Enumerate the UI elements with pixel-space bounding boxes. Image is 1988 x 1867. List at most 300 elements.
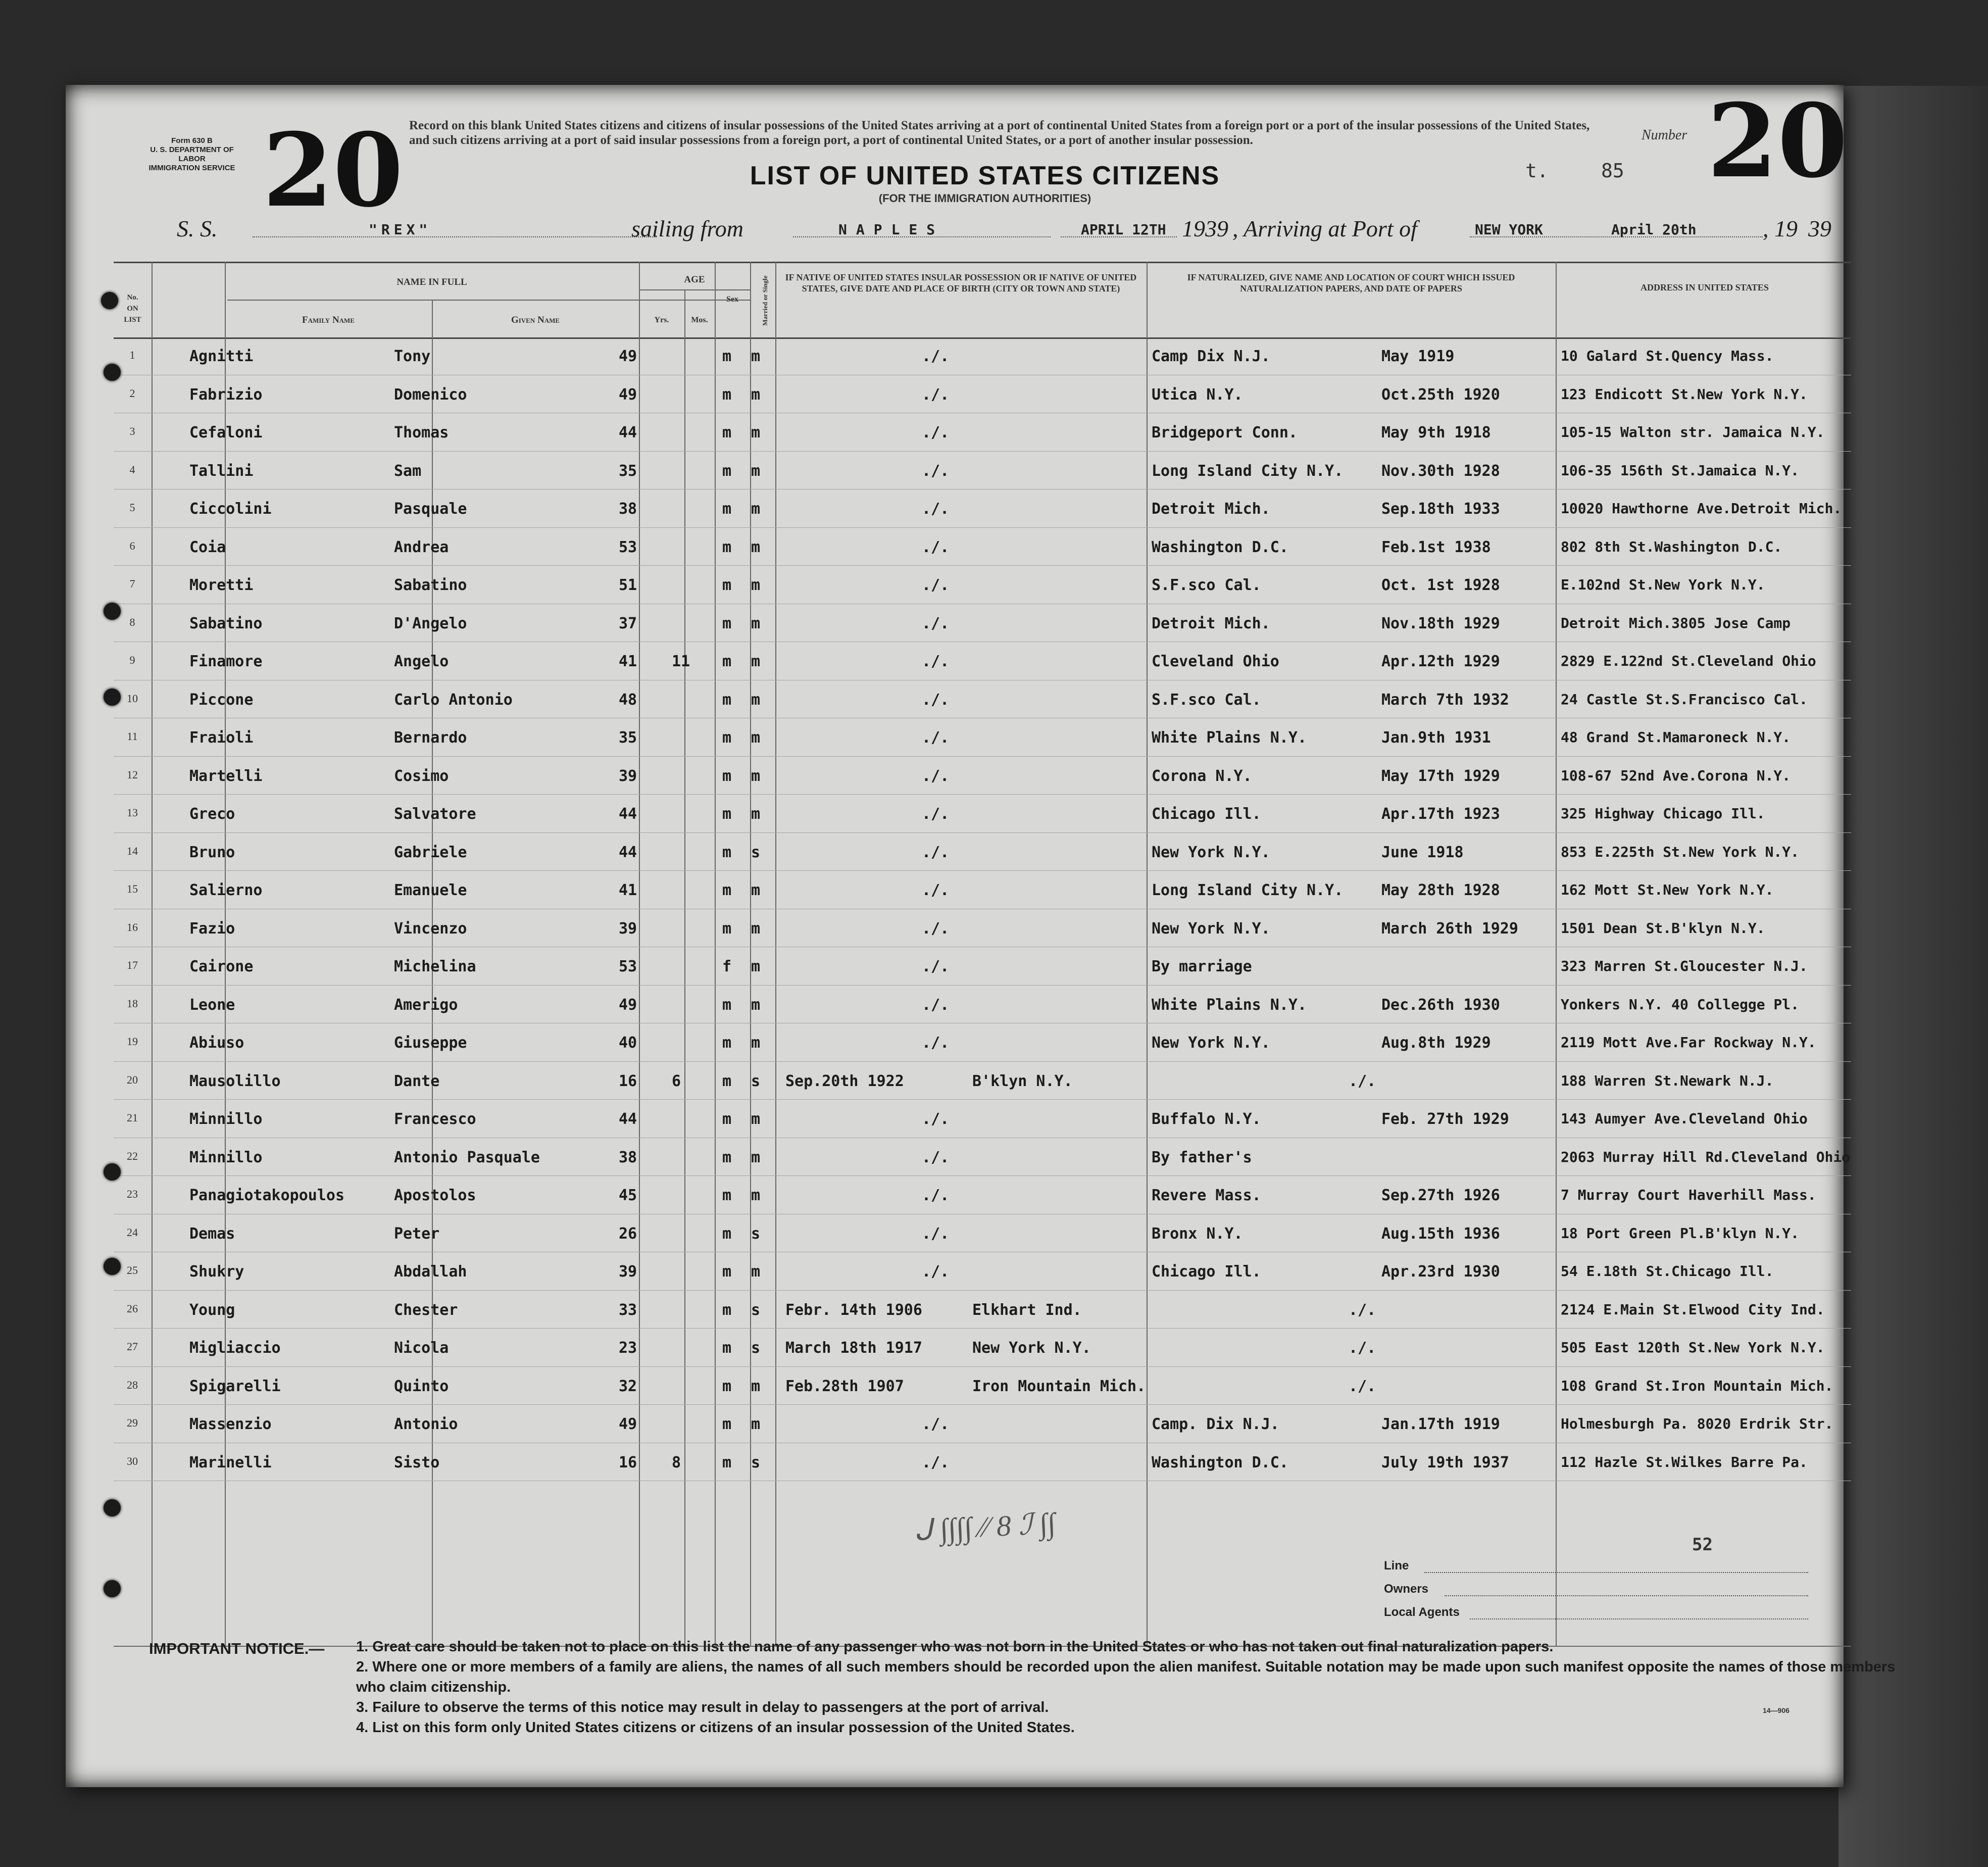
- age-months-cell: 6: [672, 1072, 681, 1090]
- naturalization-date-cell: Aug.8th 1929: [1381, 1034, 1491, 1052]
- naturalization-date-cell: June 1918: [1381, 843, 1464, 861]
- age-years-cell: 35: [619, 462, 637, 480]
- marital-status-cell: m: [751, 424, 761, 441]
- address-cell: 802 8th St.Washington D.C.: [1561, 538, 1782, 555]
- marital-status-cell: m: [751, 1148, 761, 1166]
- given-name-cell: D'Angelo: [394, 614, 467, 632]
- family-name-cell: Shukry: [189, 1263, 244, 1281]
- col-naturalization: IF NATURALIZED, GIVE NAME AND LOCATION OF COURT WHICH ISSUED NATURALIZATION PAPERS, AND DATE OF PAPERS: [1187, 272, 1515, 293]
- binder-hole: [104, 603, 121, 620]
- ship-line: [177, 215, 1831, 245]
- row-number: 14: [127, 844, 138, 857]
- address-cell: 10 Galard St.Quency Mass.: [1561, 348, 1774, 364]
- address-cell: Holmesburgh Pa. 8020 Erdrik Str.: [1561, 1415, 1833, 1432]
- address-cell: 162 Mott St.New York N.Y.: [1561, 881, 1774, 898]
- row-number: 25: [127, 1264, 138, 1276]
- sex-cell: m: [722, 1148, 732, 1166]
- naturalization-date-cell: Feb. 27th 1929: [1381, 1110, 1509, 1128]
- naturalization-court-cell: Corona N.Y.: [1152, 767, 1252, 785]
- family-name-cell: Cefaloni: [189, 424, 263, 441]
- given-name-cell: Sabatino: [394, 576, 467, 594]
- birth-date-cell: Febr. 14th 1906: [785, 1301, 922, 1319]
- age-years-cell: 49: [619, 385, 637, 404]
- marital-status-cell: m: [751, 1377, 761, 1395]
- row-number: 22: [127, 1149, 138, 1162]
- address-cell: E.102nd St.New York N.Y.: [1561, 576, 1765, 593]
- age-years-cell: 44: [619, 843, 637, 861]
- sex-cell: m: [722, 653, 732, 670]
- row-number: 8: [129, 615, 135, 628]
- marital-status-cell: m: [751, 1415, 761, 1433]
- address-cell: 1501 Dean St.B'klyn N.Y.: [1561, 919, 1765, 937]
- age-years-cell: 38: [619, 1148, 637, 1166]
- naturalization-date-cell: Apr.23rd 1930: [1381, 1263, 1500, 1281]
- family-name-cell: Finamore: [189, 653, 263, 670]
- col-sex: Sex: [726, 295, 738, 304]
- age-years-cell: 45: [619, 1187, 637, 1204]
- birth-place-cell: ./.: [922, 919, 950, 938]
- family-name-cell: Moretti: [189, 576, 254, 594]
- table-row: [114, 719, 1851, 757]
- sex-cell: m: [722, 881, 732, 899]
- row-number: 23: [127, 1188, 138, 1200]
- family-name-cell: Leone: [189, 996, 235, 1014]
- birth-place-cell: ./.: [922, 614, 950, 632]
- family-name-cell: Tallini: [189, 462, 254, 480]
- family-name-cell: Agnitti: [189, 348, 254, 365]
- naturalization-court-cell: By marriage: [1152, 958, 1252, 975]
- col-yrs: Yrs.: [654, 316, 669, 324]
- birth-place-cell: ./.: [922, 538, 950, 556]
- notice-title: IMPORTANT NOTICE.—: [149, 1640, 325, 1657]
- naturalization-court-cell: Camp Dix N.J.: [1152, 348, 1270, 365]
- local-agents-field: [1470, 1618, 1808, 1619]
- ship-name: "REX": [369, 221, 432, 238]
- sail-date: APRIL 12TH: [1081, 221, 1166, 238]
- port-from: NAPLES: [838, 221, 945, 238]
- age-years-cell: 53: [619, 958, 637, 975]
- sex-cell: m: [722, 729, 732, 747]
- address-cell: 48 Grand St.Mamaroneck N.Y.: [1561, 729, 1791, 746]
- address-cell: 112 Hazle St.Wilkes Barre Pa.: [1561, 1453, 1808, 1470]
- address-cell: 323 Marren St.Gloucester N.J.: [1561, 958, 1808, 974]
- number-label: Number: [1642, 127, 1687, 143]
- family-name-cell: Spigarelli: [189, 1377, 281, 1395]
- table-body: [114, 337, 1851, 1646]
- sex-cell: m: [722, 1415, 732, 1433]
- family-name-cell: Mausolillo: [189, 1072, 281, 1090]
- age-years-cell: 51: [619, 576, 637, 594]
- row-number: 16: [127, 920, 138, 934]
- address-cell: 853 E.225th St.New York N.Y.: [1561, 843, 1800, 860]
- given-name-cell: Antonio Pasquale: [394, 1148, 540, 1166]
- age-years-cell: 39: [619, 1263, 637, 1281]
- birth-date-cell: Sep.20th 1922: [785, 1072, 904, 1090]
- naturalization-court-cell: Bridgeport Conn.: [1152, 424, 1298, 441]
- binder-hole: [104, 1163, 121, 1181]
- birth-place-cell: ./.: [922, 500, 950, 518]
- given-name-cell: Apostolos: [394, 1187, 476, 1204]
- sex-cell: m: [722, 500, 732, 518]
- binder-hole: [101, 292, 118, 309]
- row-number: 19: [127, 1035, 138, 1048]
- marital-status-cell: m: [751, 500, 761, 518]
- address-cell: Yonkers N.Y. 40 Collegge Pl.: [1561, 996, 1800, 1013]
- marital-status-cell: m: [751, 576, 761, 594]
- sex-cell: m: [722, 1339, 732, 1357]
- page-number: 52: [1692, 1535, 1713, 1555]
- ss-label: S. S.: [177, 216, 218, 241]
- given-name-cell: Nicola: [394, 1339, 449, 1357]
- given-name-cell: Dante: [394, 1072, 440, 1090]
- owners-label: Owners: [1384, 1582, 1429, 1596]
- naturalization-court-cell: Long Island City N.Y.: [1152, 881, 1344, 899]
- marital-status-cell: m: [751, 614, 761, 632]
- given-name-cell: Carlo Antonio: [394, 691, 513, 709]
- table-row: [114, 986, 1851, 1024]
- marital-status-cell: m: [751, 385, 761, 404]
- naturalization-court-cell: Chicago Ill.: [1152, 1263, 1261, 1281]
- inspector-signature: ᒍ ∫∫∫∫ ∕∕ 8 ℐ ∫∫: [913, 1506, 1057, 1547]
- given-name-cell: Cosimo: [394, 767, 449, 785]
- family-name-cell: Demas: [189, 1224, 235, 1243]
- age-years-cell: 26: [619, 1224, 637, 1243]
- given-name-cell: Vincenzo: [394, 919, 467, 938]
- naturalization-date-cell: Jan.17th 1919: [1381, 1415, 1500, 1433]
- address-cell: 2119 Mott Ave.Far Rockway N.Y.: [1561, 1034, 1816, 1051]
- family-name-cell: Bruno: [189, 843, 235, 861]
- row-number: 1: [129, 349, 135, 361]
- family-name-cell: Migliaccio: [189, 1339, 281, 1357]
- given-name-cell: Tony: [394, 348, 431, 365]
- age-months-cell: 8: [672, 1453, 681, 1471]
- col-mos: Mos.: [691, 316, 708, 324]
- local-agents-label: Local Agents: [1384, 1605, 1460, 1619]
- binder-hole: [104, 1499, 121, 1516]
- table-row: [114, 490, 1851, 528]
- row-number: 3: [129, 425, 135, 437]
- naturalization-court-cell: ./.: [1349, 1377, 1376, 1395]
- row-number: 2: [129, 386, 135, 400]
- record-instructions: Record on this blank United States citizens and citizens of insular possessions of the United States arriving at a port of continental United States from a foreign port or a port of the insular possessions of the United States, and such citizens arriving at a port of said insular possessions from a foreign port, a port of continental United States, or a port of another insular possession.: [409, 119, 1590, 147]
- naturalization-date-cell: May 9th 1918: [1381, 424, 1491, 441]
- sex-cell: m: [722, 843, 732, 861]
- row-number: 12: [127, 768, 138, 781]
- sex-cell: m: [722, 1377, 732, 1395]
- birth-place-cell: ./.: [922, 729, 950, 747]
- marital-status-cell: m: [751, 348, 761, 365]
- marital-status-cell: m: [751, 881, 761, 899]
- birth-place-cell: ./.: [922, 958, 950, 975]
- naturalization-court-cell: Bronx N.Y.: [1152, 1224, 1243, 1243]
- table-row: [114, 414, 1851, 452]
- age-years-cell: 39: [619, 919, 637, 938]
- family-name-cell: Minnillo: [189, 1148, 263, 1166]
- notice-item: 2. Where one or more members of a family are aliens, the names of all such members should be recorded upon the alien manifest. Suitable notation may be made upon such manifest opposite the names of those members who claim citizenship.: [356, 1659, 1896, 1695]
- given-name-cell: Giuseppe: [394, 1034, 467, 1052]
- birth-place-cell: ./.: [922, 385, 950, 404]
- birth-place-cell: ./.: [922, 1148, 950, 1166]
- naturalization-date-cell: Jan.9th 1931: [1381, 729, 1491, 747]
- table-row: [114, 337, 1851, 376]
- age-years-cell: 38: [619, 500, 637, 518]
- line-field: [1424, 1572, 1808, 1573]
- table-row: [114, 681, 1851, 719]
- age-years-cell: 33: [619, 1301, 637, 1319]
- sex-cell: m: [722, 1034, 732, 1052]
- left-list-number: 20: [263, 111, 404, 230]
- given-name-cell: Amerigo: [394, 996, 458, 1014]
- naturalization-court-cell: New York N.Y.: [1152, 1034, 1270, 1052]
- given-name-cell: Angelo: [394, 653, 449, 670]
- row-number: 6: [129, 539, 135, 552]
- table-row: [114, 1291, 1851, 1330]
- naturalization-date-cell: Sep.18th 1933: [1381, 500, 1500, 518]
- row-number: 11: [127, 730, 138, 743]
- naturalization-court-cell: Detroit Mich.: [1152, 614, 1270, 632]
- family-name-cell: Ciccolini: [189, 500, 272, 518]
- notice-item: 3. Failure to observe the terms of this notice may result in delay to passengers at the port of arrival.: [356, 1699, 1049, 1715]
- naturalization-date-cell: Feb.1st 1938: [1381, 538, 1491, 556]
- table-row: [114, 1329, 1851, 1367]
- address-cell: 18 Port Green Pl.B'klyn N.Y.: [1561, 1224, 1800, 1242]
- age-years-cell: 35: [619, 729, 637, 747]
- age-years-cell: 53: [619, 538, 637, 556]
- sex-cell: m: [722, 424, 732, 441]
- sex-cell: m: [722, 348, 732, 365]
- sex-cell: m: [722, 614, 732, 632]
- marital-status-cell: s: [751, 1339, 761, 1357]
- naturalization-court-cell: Utica N.Y.: [1152, 385, 1243, 404]
- age-years-cell: 32: [619, 1377, 637, 1395]
- age-years-cell: 39: [619, 767, 637, 785]
- marital-status-cell: m: [751, 767, 761, 785]
- address-cell: 143 Aumyer Ave.Cleveland Ohio: [1561, 1110, 1808, 1127]
- birth-place-cell: Iron Mountain Mich.: [972, 1377, 1146, 1395]
- marital-status-cell: m: [751, 919, 761, 938]
- table-row: [114, 1100, 1851, 1139]
- birth-place-cell: ./.: [922, 881, 950, 899]
- naturalization-date-cell: Nov.30th 1928: [1381, 462, 1500, 480]
- age-years-cell: 49: [619, 348, 637, 365]
- table-row: [114, 1253, 1851, 1291]
- naturalization-date-cell: May 1919: [1381, 348, 1455, 365]
- birth-place-cell: ./.: [922, 805, 950, 823]
- birth-place-cell: ./.: [922, 691, 950, 709]
- col-no: No. ON LIST: [124, 293, 141, 324]
- row-number: 21: [127, 1111, 138, 1124]
- naturalization-court-cell: White Plains N.Y.: [1152, 729, 1307, 747]
- background-strip: [1838, 86, 1988, 1867]
- table-row: [114, 566, 1851, 605]
- sex-cell: f: [722, 958, 732, 975]
- address-cell: 54 E.18th St.Chicago Ill.: [1561, 1263, 1774, 1280]
- marital-status-cell: s: [751, 1301, 761, 1319]
- col-married-single: Married or Single: [761, 275, 769, 326]
- naturalization-court-cell: S.F.sco Cal.: [1152, 691, 1261, 709]
- naturalization-date-cell: Oct.25th 1920: [1381, 385, 1500, 404]
- marital-status-cell: m: [751, 691, 761, 709]
- age-years-cell: 49: [619, 996, 637, 1014]
- marital-status-cell: m: [751, 462, 761, 480]
- right-list-number: 20: [1707, 82, 1848, 201]
- table-row: [114, 871, 1851, 910]
- given-name-cell: Chester: [394, 1301, 458, 1319]
- marital-status-cell: m: [751, 538, 761, 556]
- sex-cell: m: [722, 385, 732, 404]
- table-row: [114, 1405, 1851, 1444]
- sex-cell: m: [722, 767, 732, 785]
- sex-cell: m: [722, 462, 732, 480]
- table-row: [114, 1215, 1851, 1253]
- naturalization-date-cell: March 7th 1932: [1381, 691, 1509, 709]
- sex-cell: m: [722, 1301, 732, 1319]
- family-name-cell: Panagiotakopoulos: [189, 1187, 345, 1204]
- arrive-year-prefix: , 19: [1763, 216, 1798, 241]
- birth-place-cell: New York N.Y.: [972, 1339, 1091, 1357]
- family-name-cell: Cairone: [189, 958, 254, 975]
- given-name-cell: Abdallah: [394, 1263, 467, 1281]
- sex-cell: m: [722, 805, 732, 823]
- family-name-cell: Young: [189, 1301, 235, 1319]
- col-family-name: Family Name: [302, 315, 355, 325]
- birth-place-cell: Elkhart Ind.: [972, 1301, 1082, 1319]
- row-number: 29: [127, 1416, 138, 1429]
- birth-place-cell: ./.: [922, 1224, 950, 1243]
- table-row: [114, 1024, 1851, 1062]
- birth-place-cell: ./.: [922, 1415, 950, 1433]
- marital-status-cell: m: [751, 1034, 761, 1052]
- sex-cell: m: [722, 1263, 732, 1281]
- family-name-cell: Coia: [189, 538, 226, 556]
- row-number: 9: [129, 654, 135, 666]
- given-name-cell: Gabriele: [394, 843, 467, 861]
- given-name-cell: Pasquale: [394, 500, 467, 518]
- ledger-mark: t.: [1525, 160, 1549, 182]
- sex-cell: m: [722, 691, 732, 709]
- col-address: ADDRESS IN UNITED STATES: [1641, 282, 1769, 292]
- birth-date-cell: March 18th 1917: [785, 1339, 922, 1357]
- given-name-cell: Quinto: [394, 1377, 449, 1395]
- table-row: [114, 833, 1851, 872]
- sailing-label: sailing from: [631, 216, 743, 241]
- age-years-cell: 44: [619, 424, 637, 441]
- sex-cell: m: [722, 1453, 732, 1471]
- given-name-cell: Francesco: [394, 1110, 476, 1128]
- row-number: 24: [127, 1225, 138, 1239]
- address-cell: 123 Endicott St.New York N.Y.: [1561, 385, 1808, 403]
- age-months-cell: 11: [672, 653, 690, 670]
- given-name-cell: Thomas: [394, 424, 449, 441]
- birth-place-cell: ./.: [922, 1034, 950, 1052]
- table-row: [114, 643, 1851, 681]
- sail-year: 1939: [1182, 216, 1228, 241]
- given-name-cell: Sam: [394, 462, 422, 480]
- binder-hole: [104, 1258, 121, 1275]
- col-age: AGE: [684, 274, 705, 285]
- birth-place-cell: ./.: [922, 996, 950, 1014]
- sex-cell: m: [722, 1110, 732, 1128]
- col-given-name: Given Name: [511, 315, 560, 325]
- table-row: [114, 1176, 1851, 1215]
- family-name-cell: Fabrizio: [189, 385, 263, 404]
- sex-cell: m: [722, 1224, 732, 1243]
- row-number: 7: [129, 577, 135, 590]
- birth-place-cell: ./.: [922, 653, 950, 670]
- birth-place-cell: ./.: [922, 348, 950, 365]
- port-to: NEW YORK: [1475, 221, 1543, 238]
- marital-status-cell: s: [751, 1224, 761, 1243]
- marital-status-cell: m: [751, 958, 761, 975]
- row-number: 13: [127, 806, 138, 819]
- family-name-cell: Fraioli: [189, 729, 254, 747]
- col-name-in-full: NAME IN FULL: [396, 277, 467, 287]
- address-cell: 106-35 156th St.Jamaica N.Y.: [1561, 462, 1800, 479]
- naturalization-court-cell: ./.: [1349, 1301, 1376, 1319]
- naturalization-court-cell: Long Island City N.Y.: [1152, 462, 1344, 480]
- birth-place-cell: ./.: [922, 843, 950, 861]
- age-years-cell: 48: [619, 691, 637, 709]
- marital-status-cell: m: [751, 996, 761, 1014]
- family-name-cell: Salierno: [189, 881, 263, 899]
- age-years-cell: 23: [619, 1339, 637, 1357]
- ledger-mark-number: 85: [1601, 160, 1624, 182]
- row-number: 10: [127, 692, 138, 705]
- given-name-cell: Sisto: [394, 1453, 440, 1471]
- family-name-cell: Greco: [189, 805, 235, 823]
- address-cell: 505 East 120th St.New York N.Y.: [1561, 1339, 1825, 1356]
- sex-cell: m: [722, 919, 732, 938]
- arriving-label: , Arriving at Port of: [1232, 216, 1417, 241]
- given-name-cell: Andrea: [394, 538, 449, 556]
- given-name-cell: Salvatore: [394, 805, 476, 823]
- address-cell: 2829 E.122nd St.Cleveland Ohio: [1561, 653, 1816, 669]
- address-cell: 105-15 Walton str. Jamaica N.Y.: [1561, 424, 1825, 440]
- marital-status-cell: s: [751, 843, 761, 861]
- naturalization-court-cell: Buffalo N.Y.: [1152, 1110, 1261, 1128]
- birth-place-cell: ./.: [922, 767, 950, 785]
- naturalization-date-cell: Apr.17th 1923: [1381, 805, 1500, 823]
- sex-cell: m: [722, 538, 732, 556]
- sex-cell: m: [722, 1072, 732, 1090]
- row-number: 26: [127, 1302, 138, 1315]
- marital-status-cell: m: [751, 653, 761, 670]
- form-code: 14—906: [1763, 1706, 1790, 1714]
- given-name-cell: Domenico: [394, 385, 467, 404]
- arrive-date: April 20th: [1611, 221, 1697, 238]
- naturalization-date-cell: Aug.15th 1936: [1381, 1224, 1500, 1243]
- table-row: [114, 1367, 1851, 1406]
- naturalization-date-cell: May 17th 1929: [1381, 767, 1500, 785]
- row-number: 20: [127, 1073, 138, 1086]
- table-row: [114, 528, 1851, 567]
- naturalization-court-cell: Revere Mass.: [1152, 1187, 1261, 1204]
- binder-hole: [104, 689, 121, 706]
- marital-status-cell: m: [751, 729, 761, 747]
- arrive-year-suffix: 39: [1808, 216, 1831, 241]
- page-subtitle: (FOR THE IMMIGRATION AUTHORITIES): [878, 192, 1091, 205]
- marital-status-cell: m: [751, 1187, 761, 1204]
- naturalization-court-cell: Chicago Ill.: [1152, 805, 1261, 823]
- marital-status-cell: s: [751, 1072, 761, 1090]
- owners-field: [1445, 1595, 1808, 1596]
- passenger-table: [114, 262, 1851, 1560]
- col-native-birth: IF NATIVE OF UNITED STATES INSULAR POSSESSION OR IF NATIVE OF UNITED STATES, GIVE DATE AND PLACE OF BIRTH (CITY OR TOWN AND STATE): [785, 272, 1137, 293]
- notice-list: [356, 1637, 1922, 1738]
- address-cell: 10020 Hawthorne Ave.Detroit Mich.: [1561, 500, 1842, 517]
- naturalization-date-cell: Nov.18th 1929: [1381, 614, 1500, 632]
- naturalization-date-cell: Dec.26th 1930: [1381, 996, 1500, 1014]
